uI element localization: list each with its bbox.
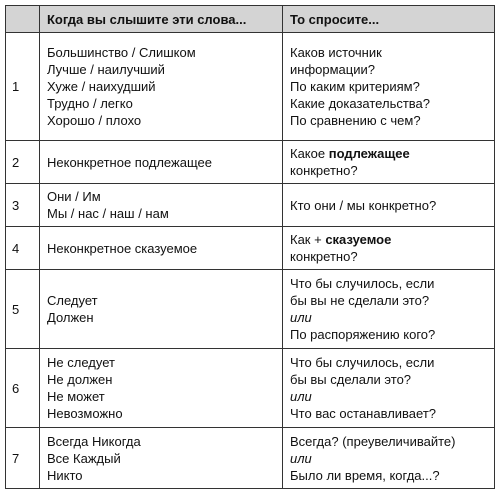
row-number: 3 (6, 184, 40, 227)
ask-or: или (290, 450, 312, 466)
ask-prefix: Как + (290, 232, 326, 247)
words-line: Следует (47, 293, 98, 308)
words-line: Мы / нас / наш / нам (47, 206, 169, 221)
header-row (6, 6, 495, 33)
words-cell (40, 349, 283, 428)
table-header (6, 6, 495, 33)
table-row (6, 428, 495, 489)
words-cell (40, 428, 283, 489)
words-line: Должен (47, 310, 94, 325)
ask-line: Что бы случилось, если (290, 276, 435, 291)
words-cell (40, 184, 283, 227)
ask-cell (283, 141, 495, 184)
words-line: Они / Им (47, 189, 101, 204)
ask-cell (283, 33, 495, 141)
table-row (6, 141, 495, 184)
question-table (5, 5, 495, 489)
ask-line: Всегда? (преувеличивайте) (290, 433, 456, 449)
ask-line: По распоряжению кого? (290, 327, 436, 342)
ask-prefix: Какое (290, 146, 329, 161)
table-row (6, 349, 495, 428)
table-row (6, 270, 495, 349)
words-cell (40, 141, 283, 184)
ask-line: Что вас останавливает? (290, 406, 437, 421)
words-line: Хорошо / плохо (47, 113, 142, 128)
ask-bold-term: сказуемое (325, 232, 392, 247)
header-num (6, 6, 40, 33)
ask-line (290, 145, 489, 162)
ask-cell (283, 270, 495, 349)
ask-cell (283, 349, 495, 428)
ask-line: Каков источник (290, 45, 382, 60)
words-line: Не должен (47, 372, 113, 387)
words-line: Неконкретное подлежащее (47, 154, 212, 170)
words-cell (40, 227, 283, 270)
row-number: 1 (6, 33, 40, 141)
page (5, 5, 494, 489)
row-number: 5 (6, 270, 40, 349)
ask-line: информации? (290, 62, 375, 77)
row-number: 2 (6, 141, 40, 184)
ask-cell (283, 184, 495, 227)
ask-or: или (290, 389, 312, 404)
ask-line: Кто они / мы конкретно? (290, 197, 437, 213)
ask-or: или (290, 310, 312, 325)
ask-cell (283, 428, 495, 489)
header-ask: То спросите... (283, 6, 495, 33)
words-line: Большинство / Слишком (47, 45, 196, 60)
ask-line: бы вы сделали это? (290, 372, 412, 387)
ask-line: Какие доказательства? (290, 96, 431, 111)
words-line: Всегда Никогда (47, 433, 141, 449)
words-line: Невозможно (47, 406, 123, 421)
ask-line (290, 231, 489, 248)
table-row (6, 184, 495, 227)
words-cell (40, 270, 283, 349)
words-line: Трудно / легко (47, 96, 133, 111)
ask-line: По каким критериям? (290, 79, 420, 94)
ask-line: конкретно? (290, 249, 358, 264)
words-line: Все Каждый (47, 450, 121, 466)
header-words: Когда вы слышите эти слова... (40, 6, 283, 33)
table-row (6, 227, 495, 270)
table-row (6, 33, 495, 141)
ask-bold-term: подлежащее (328, 146, 410, 161)
ask-line: Что бы случилось, если (290, 355, 435, 370)
words-line: Не может (47, 389, 105, 404)
ask-line: конкретно? (290, 163, 358, 178)
ask-line: По сравнению с чем? (290, 113, 421, 128)
row-number: 4 (6, 227, 40, 270)
words-line: Не следует (47, 355, 115, 370)
row-number: 7 (6, 428, 40, 489)
words-cell (40, 33, 283, 141)
ask-cell (283, 227, 495, 270)
words-line: Хуже / наихудший (47, 79, 156, 94)
row-number: 6 (6, 349, 40, 428)
words-line: Никто (47, 467, 83, 483)
ask-line: Было ли время, когда...? (290, 467, 440, 483)
ask-line: бы вы не сделали это? (290, 293, 430, 308)
words-line: Неконкретное сказуемое (47, 240, 198, 256)
words-line: Лучше / наилучший (47, 62, 165, 77)
